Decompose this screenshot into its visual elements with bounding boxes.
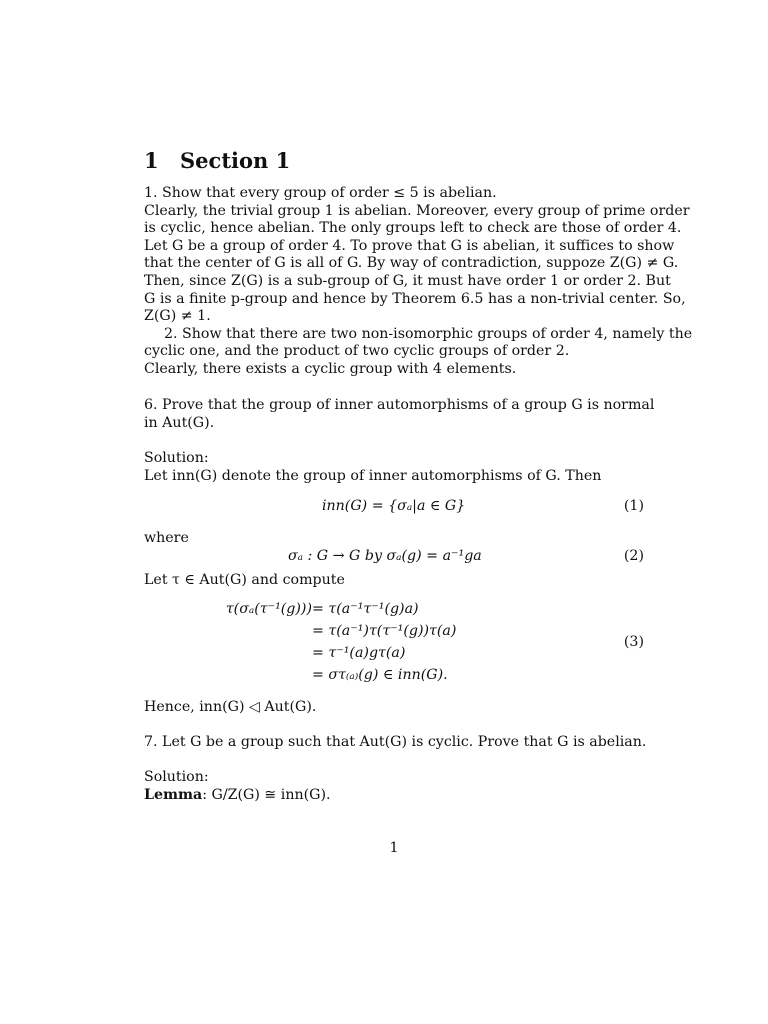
page-number: 1 (389, 840, 399, 856)
equation-rhs: = τ⁻¹(a)gτ(a) (312, 645, 406, 661)
text-line: where (144, 530, 189, 546)
equation-number: (1) (623, 498, 644, 514)
equation-lhs: τ(σₐ(τ⁻¹(g))) (225, 601, 312, 617)
text-line: cyclic one, and the product of two cyclic groups of order 2. (144, 343, 570, 360)
text-line: is cyclic, hence abelian. The only groups left to check are those of order 4. (144, 220, 682, 237)
problem-7-solution (144, 769, 644, 804)
equation-1 (144, 497, 644, 515)
problem-6-statement (144, 397, 655, 432)
text-line: G is a finite p-group and hence by Theorem 6.5 has a non-trivial center. So, (144, 290, 686, 307)
solution-label: Solution: (144, 769, 209, 785)
equation-number: (3) (623, 634, 644, 650)
text-line: Clearly, there exists a cyclic group with 4 elements. (144, 360, 517, 377)
text-line: Hence, inn(G) ◁ Aut(G). (144, 699, 317, 715)
text-line: 2. Show that there are two non-isomorphic groups of order 4, namely the (164, 325, 693, 342)
text-line: that the center of G is all of G. By way of contradiction, suppoze Z(G) ≠ G. (144, 255, 679, 272)
solution-label: Solution: (144, 450, 209, 466)
aligned-row (144, 621, 644, 641)
equation-body: σₐ : G → G by σₐ(g) = a⁻¹ga (288, 548, 482, 564)
text-line: Let G be a group of order 4. To prove that G is abelian, it suffices to show (144, 237, 675, 254)
compute-text (144, 572, 644, 590)
text-line: in Aut(G). (144, 414, 215, 431)
text-line: 7. Let G be a group such that Aut(G) is cyclic. Prove that G is abelian. (144, 734, 647, 750)
text-line: Z(G) ≠ 1. (144, 308, 211, 325)
section-heading (144, 148, 290, 173)
text-line: Then, since Z(G) is a sub-group of G, it must have order 1 or order 2. But (144, 272, 671, 289)
problem-1 (144, 185, 693, 379)
aligned-row (144, 599, 644, 619)
equation-rhs: = τ(a⁻¹τ⁻¹(g)a) (312, 601, 419, 617)
lemma-text: : G/Z(G) ≅ inn(G). (202, 786, 331, 803)
equation-2 (144, 547, 644, 565)
equation-number: (2) (623, 548, 644, 564)
text-line: Let inn(G) denote the group of inner automorphisms of G. Then (144, 467, 602, 484)
lemma-line (144, 787, 644, 805)
equation-rhs: = τ(a⁻¹)τ(τ⁻¹(g))τ(a) (312, 623, 457, 639)
aligned-row (144, 643, 644, 663)
problem-7-statement (144, 734, 647, 752)
text-line: Let τ ∈ Aut(G) and compute (144, 572, 345, 588)
equation-rhs: = στ₍ₐ₎(g) ∈ inn(G). (312, 667, 448, 683)
problem-6-solution (144, 450, 644, 485)
text-line: 1. Show that every group of order ≤ 5 is abelian. (144, 185, 497, 201)
lemma-label: Lemma (144, 786, 203, 803)
equation-body: inn(G) = {σₐ|a ∈ G} (322, 498, 466, 514)
section-title: Section 1 (180, 148, 291, 173)
text-line: Clearly, the trivial group 1 is abelian. Moreover, every group of prime order (144, 202, 690, 219)
problem-6-conclusion (144, 699, 644, 717)
text-line: 6. Prove that the group of inner automorphisms of a group G is normal (144, 397, 655, 413)
section-number: 1 (144, 148, 159, 173)
where-text (144, 530, 644, 548)
equation-3 (144, 599, 644, 689)
aligned-row (144, 665, 644, 685)
